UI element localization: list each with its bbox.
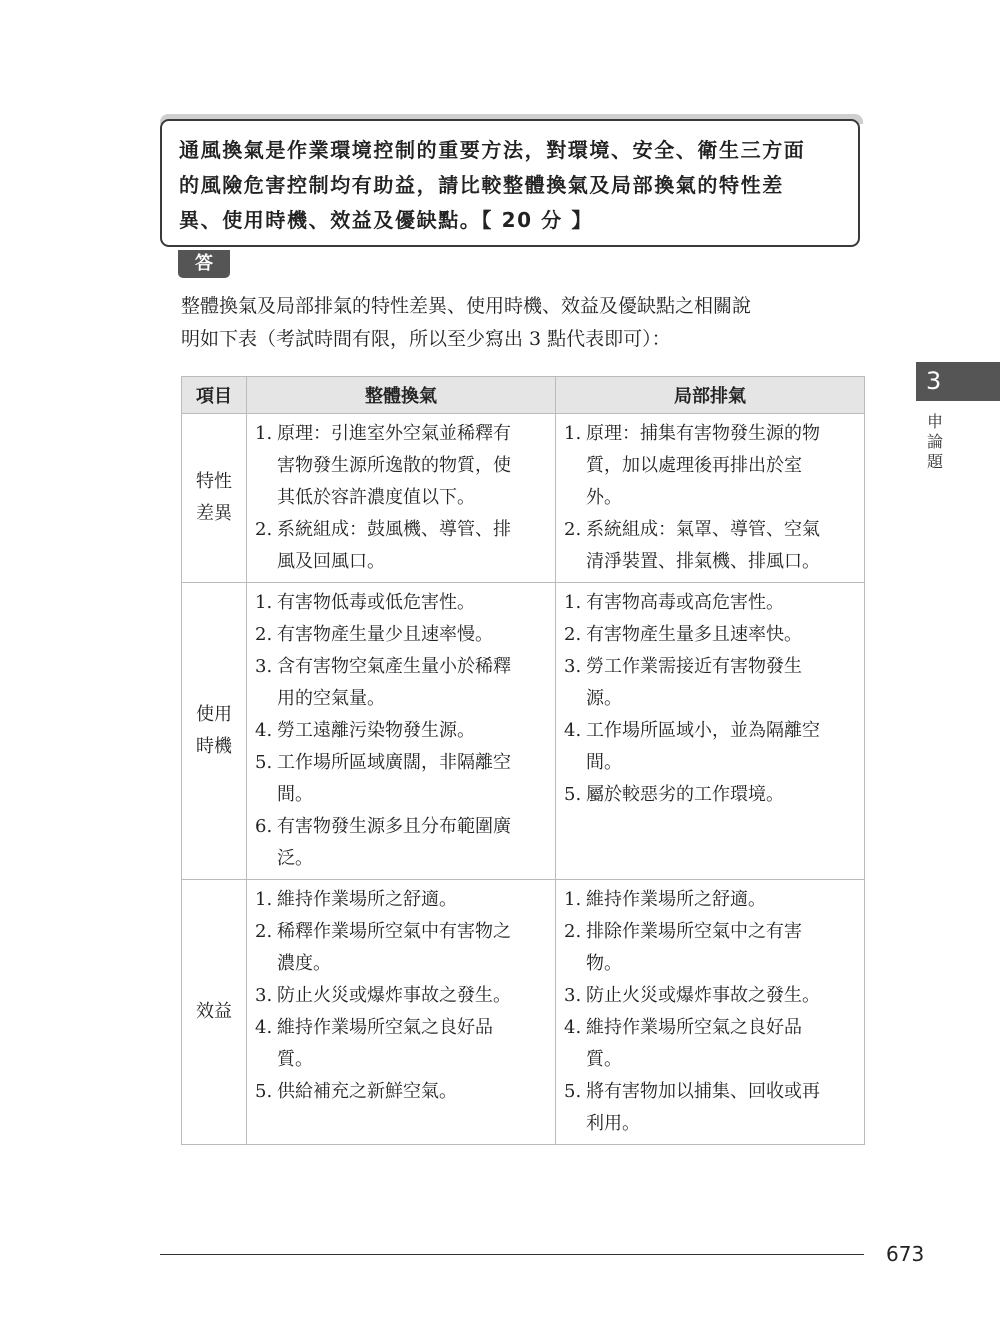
header-local-exhaust: 局部排氣 xyxy=(556,377,865,414)
list-item xyxy=(255,651,549,715)
list-item xyxy=(255,747,549,811)
comparison-table xyxy=(181,376,865,1145)
list-item xyxy=(564,1076,858,1140)
list-item-number: 3. xyxy=(564,656,582,677)
row-label xyxy=(182,414,247,583)
list-item xyxy=(255,811,549,875)
list-item xyxy=(255,715,549,747)
list-item xyxy=(255,1012,549,1076)
list-item-text: 害物發生源所逸散的物質，使 xyxy=(277,455,511,476)
list-item xyxy=(564,980,858,1012)
intro-line: 明如下表（考試時間有限，所以至少寫出 3 點代表即可）： xyxy=(181,328,671,350)
list-item-number: 2. xyxy=(255,624,273,645)
list-item-text: 物。 xyxy=(586,953,622,974)
list-item-text: 維持作業場所空氣之良好品 xyxy=(586,1017,802,1038)
chapter-label-char: 論 xyxy=(926,432,943,451)
intro-line: 整體換氣及局部排氣的特性差異、使用時機、效益及優缺點之相關說 xyxy=(181,295,752,317)
list-item-number: 6. xyxy=(255,816,273,837)
list-item xyxy=(564,1012,858,1076)
list-item-text: 風及回風口。 xyxy=(277,551,385,572)
general-ventilation-cell xyxy=(247,880,556,1145)
answer-label: 答 xyxy=(178,250,230,278)
list-item-number: 4. xyxy=(255,1017,273,1038)
list-item-text: 系統組成：氣罩、導管、空氣 xyxy=(586,519,820,540)
list-item-text: 其低於容許濃度值以下。 xyxy=(277,487,475,508)
question-line: 通風換氣是作業環境控制的重要方法，對環境、安全、衛生三方面 xyxy=(179,138,806,162)
list-item xyxy=(564,715,858,779)
list-item-text: 清淨裝置、排氣機、排風口。 xyxy=(586,551,820,572)
list-item-text: 防止火災或爆炸事故之發生。 xyxy=(586,985,820,1006)
question-line: 異、使用時機、效益及優缺點。【 20 分 】 xyxy=(179,208,593,232)
list-item xyxy=(255,980,549,1012)
header-general-ventilation: 整體換氣 xyxy=(247,377,556,414)
list-item-text: 維持作業場所之舒適。 xyxy=(277,889,457,910)
list-item-number: 1. xyxy=(255,592,273,613)
list-item xyxy=(255,884,549,916)
row-label-line: 差異 xyxy=(196,503,232,524)
footer-rule xyxy=(160,1254,864,1255)
local-exhaust-cell xyxy=(556,880,865,1145)
list-item-text: 勞工遠離污染物發生源。 xyxy=(277,720,475,741)
list-item-number: 4. xyxy=(255,720,273,741)
page-number: 673 xyxy=(886,1242,925,1266)
row-label xyxy=(182,583,247,880)
table-header-row xyxy=(182,377,865,414)
item-list xyxy=(564,587,858,811)
list-item-number: 4. xyxy=(564,720,582,741)
list-item-text: 濃度。 xyxy=(277,953,331,974)
list-item-text: 有害物產生量多且速率快。 xyxy=(586,624,802,645)
list-item-text: 原理：捕集有害物發生源的物 xyxy=(586,423,820,444)
list-item-number: 3. xyxy=(255,985,273,1006)
chapter-label-char: 申 xyxy=(926,412,943,431)
list-item-number: 1. xyxy=(255,889,273,910)
list-item-text: 泛。 xyxy=(277,848,313,869)
list-item-text: 有害物產生量少且速率慢。 xyxy=(277,624,493,645)
list-item-text: 排除作業場所空氣中之有害 xyxy=(586,921,802,942)
list-item-text: 勞工作業需接近有害物發生 xyxy=(586,656,802,677)
list-item xyxy=(255,587,549,619)
list-item-text: 質，加以處理後再排出於室 xyxy=(586,455,802,476)
list-item-number: 2. xyxy=(564,624,582,645)
list-item xyxy=(564,418,858,514)
list-item-text: 工作場所區域小，並為隔離空 xyxy=(586,720,820,741)
list-item xyxy=(564,779,858,811)
list-item-number: 4. xyxy=(564,1017,582,1038)
list-item xyxy=(255,619,549,651)
list-item xyxy=(255,514,549,578)
row-label-line: 效益 xyxy=(196,1001,232,1022)
question-line: 的風險危害控制均有助益，請比較整體換氣及局部換氣的特性差 xyxy=(179,173,784,197)
list-item xyxy=(255,916,549,980)
row-label-line: 使用 xyxy=(196,704,232,725)
list-item-number: 1. xyxy=(255,423,273,444)
list-item-number: 2. xyxy=(564,519,582,540)
list-item-number: 2. xyxy=(255,921,273,942)
list-item xyxy=(564,916,858,980)
table-row xyxy=(182,880,865,1145)
row-label-line: 時機 xyxy=(196,736,232,757)
item-list xyxy=(255,587,549,875)
local-exhaust-cell xyxy=(556,414,865,583)
list-item-number: 2. xyxy=(255,519,273,540)
item-list xyxy=(564,418,858,578)
list-item-text: 有害物發生源多且分布範圍廣 xyxy=(277,816,511,837)
list-item-text: 外。 xyxy=(586,487,622,508)
list-item-number: 3. xyxy=(564,985,582,1006)
list-item-number: 5. xyxy=(564,1081,582,1102)
list-item xyxy=(564,619,858,651)
general-ventilation-cell xyxy=(247,583,556,880)
list-item-number: 5. xyxy=(564,784,582,805)
list-item-text: 維持作業場所之舒適。 xyxy=(586,889,766,910)
list-item-text: 利用。 xyxy=(586,1113,640,1134)
list-item-number: 3. xyxy=(255,656,273,677)
list-item-text: 工作場所區域廣闊，非隔離空 xyxy=(277,752,511,773)
list-item xyxy=(564,514,858,578)
list-item xyxy=(255,418,549,514)
list-item-text: 將有害物加以捕集、回收或再 xyxy=(586,1081,820,1102)
list-item-text: 有害物高毒或高危害性。 xyxy=(586,592,784,613)
list-item-text: 屬於較惡劣的工作環境。 xyxy=(586,784,784,805)
list-item-text: 用的空氣量。 xyxy=(277,688,385,709)
question-box xyxy=(160,119,860,247)
item-list xyxy=(255,884,549,1108)
chapter-label xyxy=(925,412,945,472)
list-item-text: 質。 xyxy=(277,1049,313,1070)
list-item-number: 1. xyxy=(564,889,582,910)
item-list xyxy=(564,884,858,1140)
chapter-label-char: 題 xyxy=(926,452,943,471)
list-item-text: 間。 xyxy=(277,784,313,805)
list-item xyxy=(564,651,858,715)
general-ventilation-cell xyxy=(247,414,556,583)
list-item xyxy=(564,587,858,619)
list-item-text: 原理：引進室外空氣並稀釋有 xyxy=(277,423,511,444)
list-item xyxy=(255,1076,549,1108)
list-item-text: 稀釋作業場所空氣中有害物之 xyxy=(277,921,511,942)
list-item-text: 含有害物空氣產生量小於稀釋 xyxy=(277,656,511,677)
list-item-text: 間。 xyxy=(586,752,622,773)
list-item-number: 5. xyxy=(255,1081,273,1102)
list-item-text: 質。 xyxy=(586,1049,622,1070)
item-list xyxy=(255,418,549,578)
list-item xyxy=(564,884,858,916)
local-exhaust-cell xyxy=(556,583,865,880)
list-item-text: 源。 xyxy=(586,688,622,709)
list-item-text: 維持作業場所空氣之良好品 xyxy=(277,1017,493,1038)
table-row xyxy=(182,414,865,583)
row-label xyxy=(182,880,247,1145)
header-item: 項目 xyxy=(182,377,247,414)
list-item-number: 1. xyxy=(564,592,582,613)
list-item-number: 1. xyxy=(564,423,582,444)
row-label-line: 特性 xyxy=(196,471,232,492)
chapter-tab: 3 xyxy=(916,362,1000,401)
list-item-number: 2. xyxy=(564,921,582,942)
list-item-number: 5. xyxy=(255,752,273,773)
list-item-text: 系統組成：鼓風機、導管、排 xyxy=(277,519,511,540)
answer-intro xyxy=(181,290,871,356)
list-item-text: 防止火災或爆炸事故之發生。 xyxy=(277,985,511,1006)
table-row xyxy=(182,583,865,880)
list-item-text: 供給補充之新鮮空氣。 xyxy=(277,1081,457,1102)
list-item-text: 有害物低毒或低危害性。 xyxy=(277,592,475,613)
